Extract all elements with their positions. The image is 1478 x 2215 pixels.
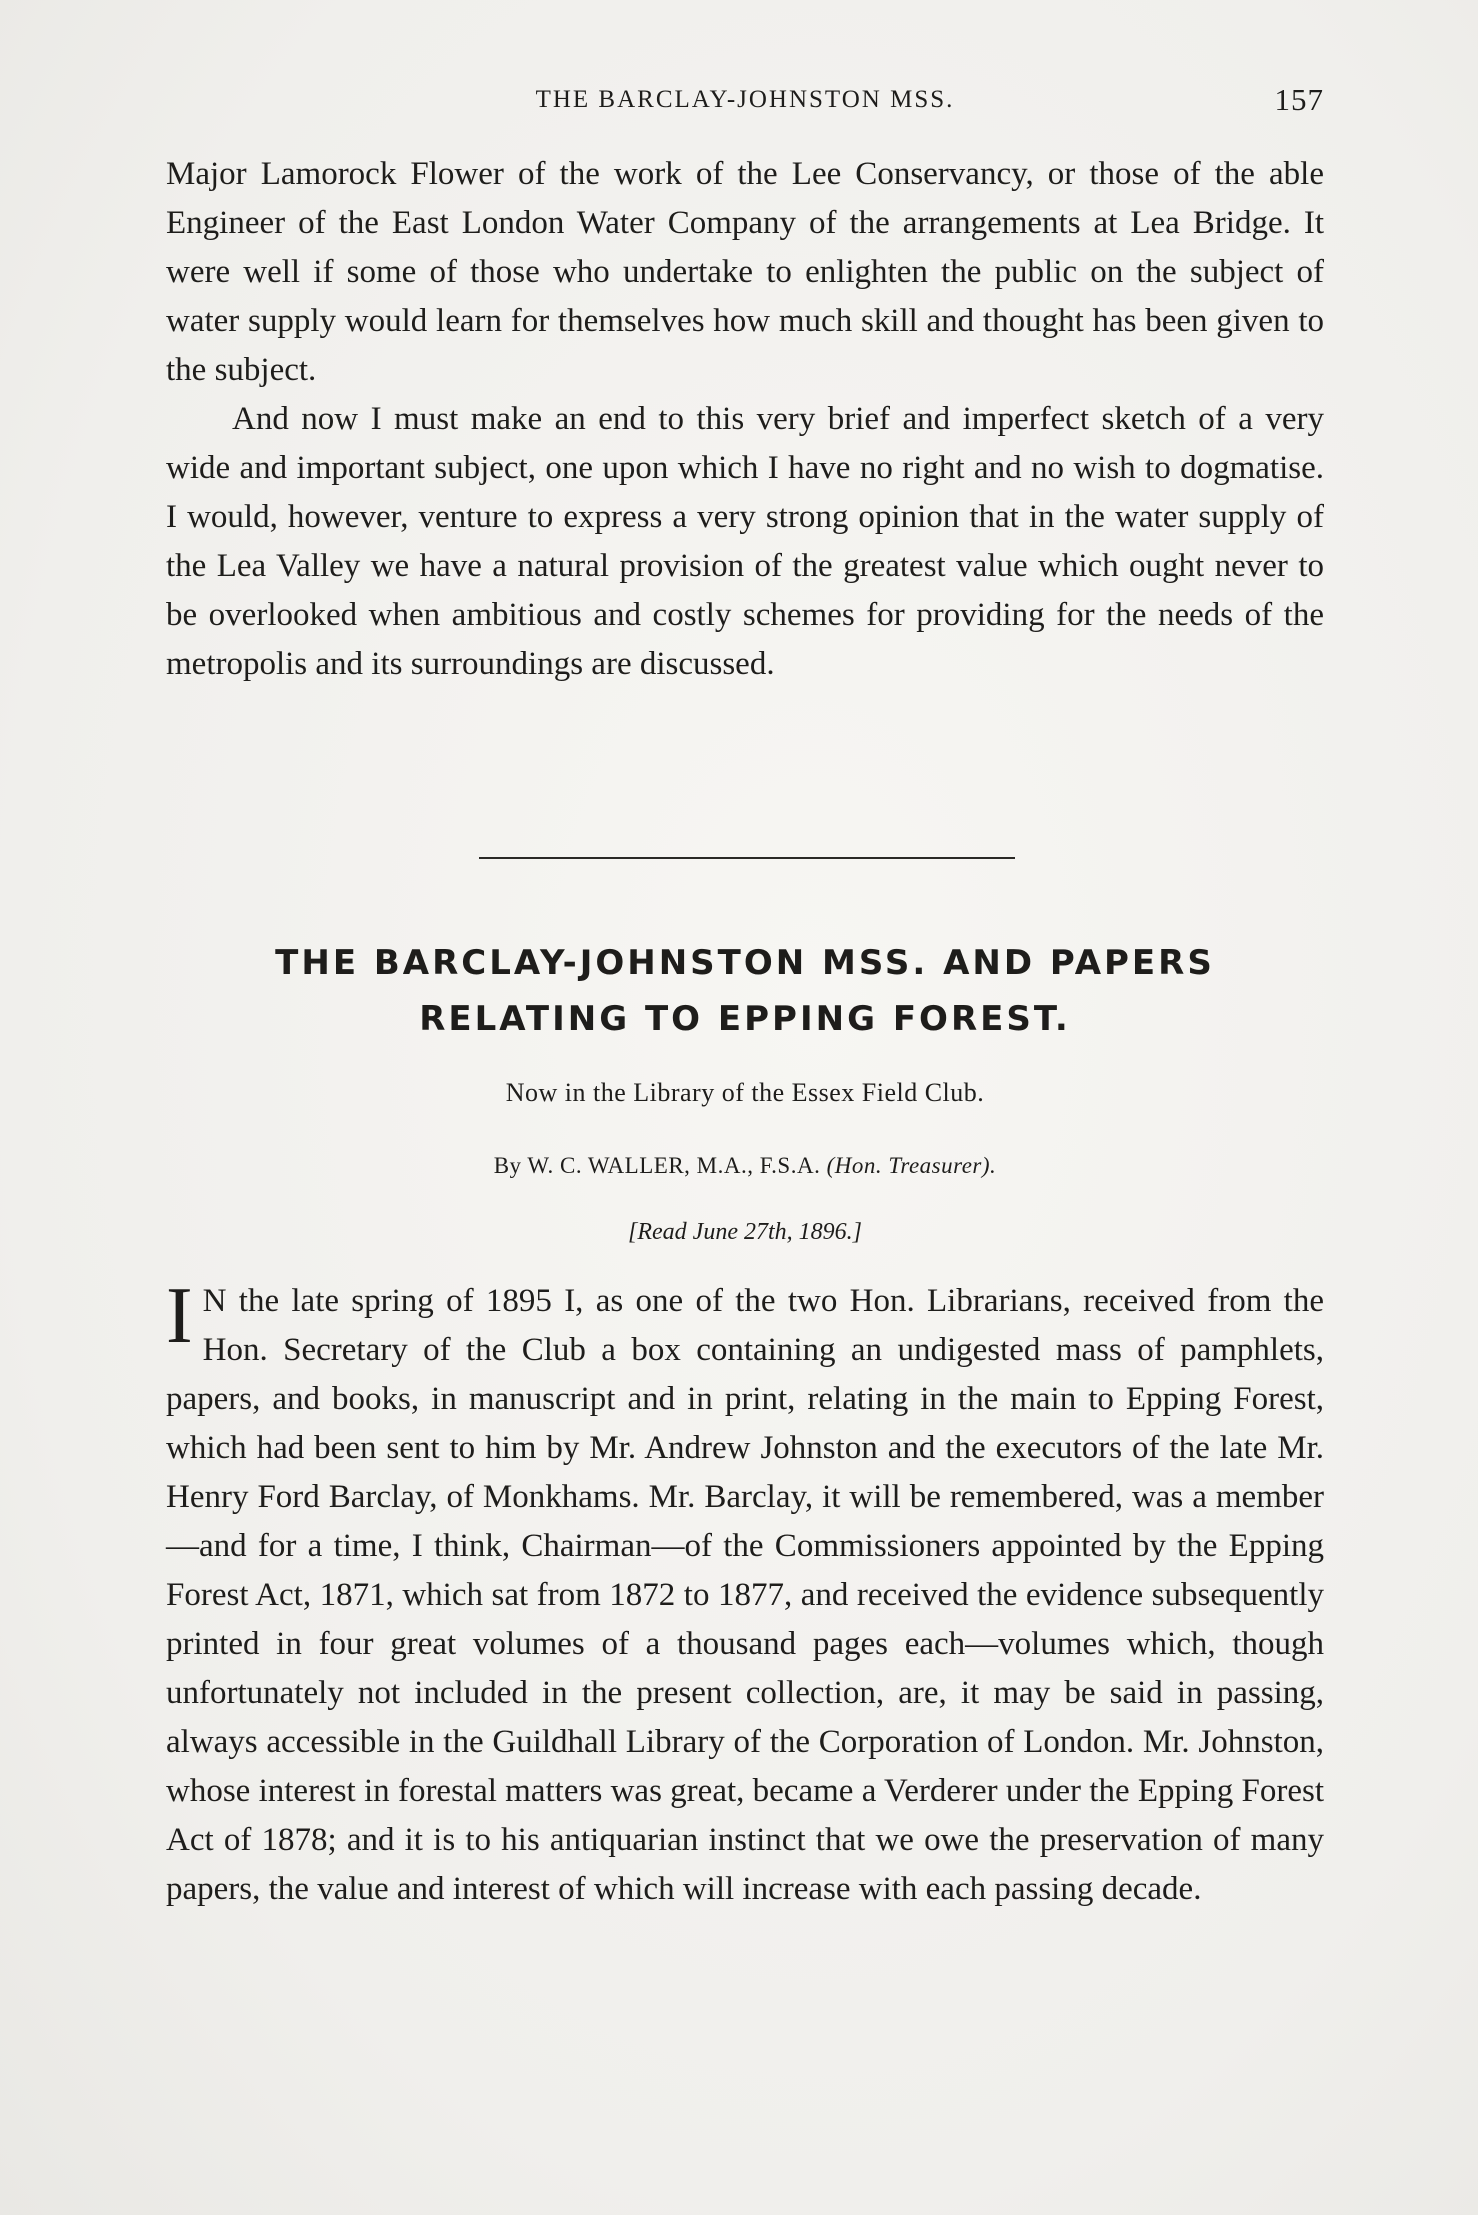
drop-cap: I [166,1272,193,1360]
article-subtitle: Now in the Library of the Essex Field Club. [505,1078,985,1107]
running-title: THE BARCLAY-JOHNSTON MSS. [535,86,955,113]
author: By W. C. WALLER, M.A., F.S.A. [493,1153,821,1178]
byline [166,1146,1324,1186]
author-role: (Hon. Treasurer). [826,1153,997,1178]
article-body [166,1272,1324,1914]
read-date: [Read June 27th, 1896.] [628,1219,862,1245]
running-header [166,80,1324,120]
paragraph [166,1272,1324,1914]
paragraph-text: N the late spring of 1895 I, as one of the two Hon. Librarians, received from the Hon. Secretary of the Club a box containing an undigested mass of pamphlets, papers, and books, in manuscript and in print, relating in the main to Epping Forest, which had been sent to him by Mr. Andrew Johnston and the executors of the late Mr. Henry Ford Barclay, of Monkhams. Mr. Barclay, it will be remembered, was a member—and for a time, I think, Chairman—of the Commissioners appointed by the Epping Forest Act, 1871, which sat from 1872 to 1877, and received the evidence subsequently printed in four great volumes of a thousand pages each—volumes which, though unfortunately not included in the present collection, are, it may be said in passing, always accessible in the Guildhall Library of the Corporation of London. Mr. Johnston, whose interest in forestal matters was great, became a Verderer under the Epping Forest Act of 1878; and it is to his antiquarian instinct that we owe the preservation of many papers, the value and interest of which will increase with each passing decade. [166,1283,1324,1907]
section-divider [479,857,1015,859]
paragraph: Major Lamorock Flower of the work of the Lee Conservancy, or those of the able Engineer of the East London Water Company of the arrangements at Lea Bridge. It were well if some of those who undertake to enlighten the public on the subject of water supply would learn for themselves how much skill and thought has been given to the subject. [166,156,1324,388]
continued-text [166,150,1324,689]
paragraph: And now I must make an end to this very brief and imperfect sketch of a very wide and important subject, one upon which I have no right and no wish to dogmatise. I would, however, venture to express a very strong opinion that in the water supply of the Lea Valley we have a natural provision of the greatest value which ought never to be overlooked when ambitious and costly schemes for providing for the needs of the metropolis and its surroundings are discussed. [166,401,1324,682]
article-title: THE BARCLAY-JOHNSTON MSS. AND PAPERS RELATING TO EPPING FOREST. [275,943,1215,1039]
page-number: 157 [1274,82,1324,117]
